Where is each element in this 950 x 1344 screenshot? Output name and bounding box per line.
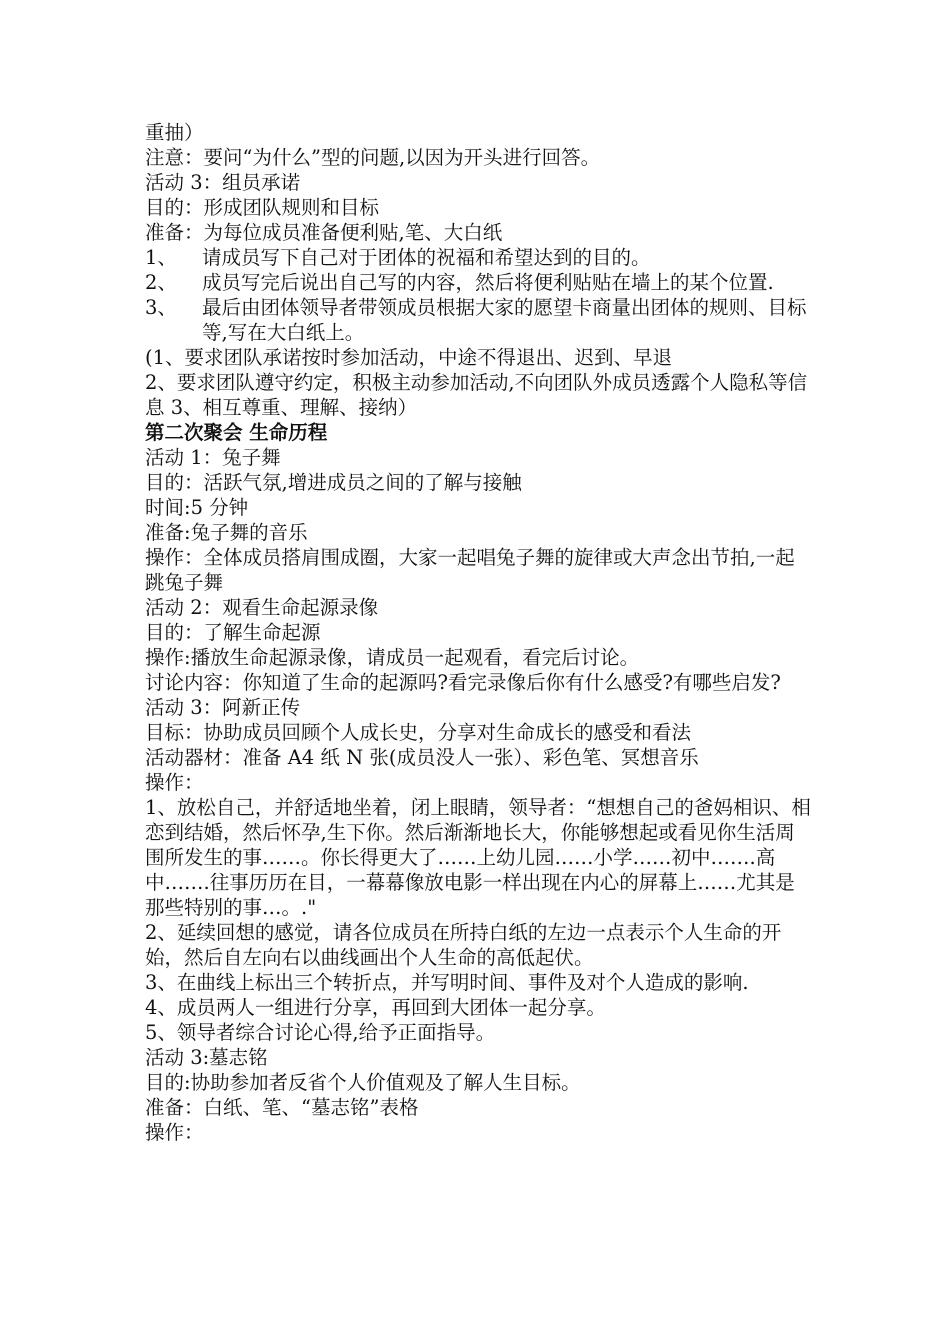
activity-title: 活动 1：兔子舞 — [145, 446, 281, 469]
text-line: 目的：形成团队规则和目标 — [145, 196, 380, 219]
step-text: 5、领导者综合讨论心得,给予正面指导。 — [145, 1021, 496, 1044]
step-text: 3、在曲线上标出三个转折点，并写明时间、事件及对个人造成的影响. — [145, 971, 749, 994]
text-line: 操作： — [145, 771, 204, 794]
activity-title: 活动 3:墓志铭 — [145, 1046, 268, 1069]
activity-title: 活动 3：阿新正传 — [145, 696, 301, 719]
activity-title: 活动 2：观看生命起源录像 — [145, 596, 379, 619]
text-line: 准备：白纸、笔、“墓志铭”表格 — [145, 1096, 419, 1119]
item-number: 2、 — [145, 271, 177, 294]
text-line: 时间:5 分钟 — [145, 496, 249, 519]
item-number: 1、 — [145, 246, 177, 269]
text-line: 活动器材：准备 A4 纸 N 张(成员没人一张）、彩色笔、冥想音乐 — [145, 746, 699, 769]
numbered-item — [145, 295, 813, 345]
text-line: 目标：协助成员回顾个人成长史，分享对生命成长的感受和看法 — [145, 721, 692, 744]
text-line: 操作:播放生命起源录像，请成员一起观看，看完后讨论。 — [145, 646, 640, 669]
rule-text: (1、要求团队承诺按时参加活动，中途不得退出、迟到、早退 — [145, 346, 673, 369]
activity-title: 活动 3：组员承诺 — [145, 171, 301, 194]
section-heading: 第二次聚会 生命历程 — [145, 421, 328, 444]
step-text: 1、放松自己，并舒适地坐着，闭上眼睛，领导者：“想想自己的爸妈相识、相恋到结婚，然后怀孕,生下你。然后渐渐地长大，你能够想起或看见你生活周围所发生的事……。你长得更大了……上幼儿园……小学……初中…….高中…….往事历历在目，一幕幕像放电影一样出现在内心的屏幕上……尤其是那些特别的事…。." — [145, 796, 811, 919]
item-number: 3、 — [145, 296, 177, 319]
rule-text: 2、要求团队遵守约定，积极主动参加活动,不向团队外成员透露个人隐私等信息 3、相互尊重、理解、接纳） — [145, 371, 808, 419]
text-line: 操作： — [145, 1121, 204, 1144]
document-page — [145, 120, 813, 1145]
text-line: 操作：全体成员搭肩围成圈，大家一起唱兔子舞的旋律或大声念出节拍,一起跳兔子舞 — [145, 546, 795, 594]
text-line: 目的：了解生命起源 — [145, 621, 321, 644]
text-line: 讨论内容：你知道了生命的起源吗?看完录像后你有什么感受?有哪些启发? — [145, 671, 781, 694]
text-line: 准备：为每位成员准备便利贴,笔、大白纸 — [145, 221, 503, 244]
text-line: 重抽） — [145, 121, 204, 144]
item-text: 请成员写下自己对于团体的祝福和希望达到的目的。 — [202, 246, 651, 269]
step-text: 4、成员两人一组进行分享，再回到大团体一起分享。 — [145, 996, 606, 1019]
step-text: 2、延续回想的感觉，请各位成员在所持白纸的左边一点表示个人生命的开始，然后自左向右以曲线画出个人生命的高低起伏。 — [145, 921, 782, 969]
numbered-item — [145, 245, 813, 270]
numbered-item — [145, 270, 813, 295]
text-line: 目的：活跃气氛,增进成员之间的了解与接触 — [145, 471, 522, 494]
text-line: 准备:兔子舞的音乐 — [145, 521, 308, 544]
text-line: 注意：要问“为什么”型的问题,以因为开头进行回答。 — [145, 146, 601, 169]
item-text: 成员写完后说出自己写的内容，然后将便利贴贴在墙上的某个位置. — [202, 271, 774, 294]
text-line: 目的:协助参加者反省个人价值观及了解人生目标。 — [145, 1071, 581, 1094]
item-text: 最后由团体领导者带领成员根据大家的愿望卡商量出团体的规则、目标等,写在大白纸上。 — [202, 296, 807, 344]
